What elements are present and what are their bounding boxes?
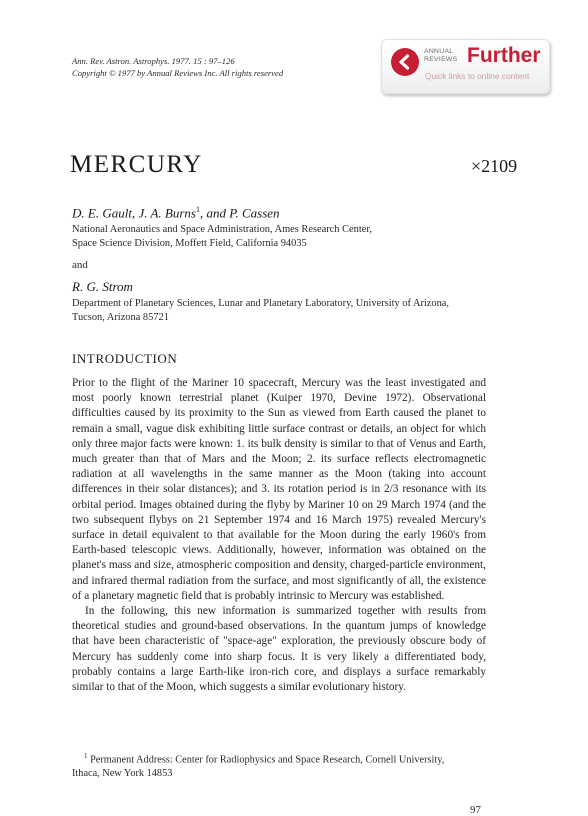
- footnote-line-2: Ithaca, New York 14853: [72, 768, 173, 780]
- article-code: ×2109: [471, 156, 518, 176]
- affiliation-2: [72, 297, 502, 325]
- section-heading: INTRODUCTION: [72, 351, 178, 366]
- page-number: 97: [470, 804, 481, 816]
- citation-line-1: Ann. Rev. Astron. Astrophys. 1977. 15 : 97–126: [72, 56, 235, 66]
- footnote-line-1: [72, 749, 486, 767]
- author-2: R. G. Strom: [72, 279, 133, 294]
- reviews-label: REVIEWS: [424, 55, 458, 63]
- footnote-marker: 1: [84, 752, 88, 760]
- further-word: Further: [467, 44, 541, 67]
- citation-line-2: Copyright © 1977 by Annual Reviews Inc. All rights reserved: [72, 68, 284, 78]
- and-text: and: [72, 259, 88, 271]
- body-text: [72, 376, 486, 695]
- further-subtitle: Quick links to online content: [425, 71, 530, 81]
- affiliation-2-line-1: Department of Planetary Sciences, Lunar and Planetary Laboratory, University of Arizona,: [72, 298, 450, 309]
- footnote-text-1: Permanent Address: Center for Radiophysics and Space Research, Cornell University,: [87, 754, 445, 766]
- affiliation-1: [72, 223, 502, 251]
- chevron-left-circle-icon: [391, 48, 419, 76]
- authors-part-2: , and P. Cassen: [199, 205, 280, 221]
- further-badge-button[interactable]: [381, 39, 550, 94]
- affiliation-2-line-2: Tucson, Arizona 85721: [72, 312, 169, 323]
- paragraph-2: In the following, this new information is summarized together with results from theoretical studies and ground-based observations. In the quantum jumps of knowledge that have been characteristic of "space-age" exploration, the previously obscure body of Mercury has suddenly come into sharp focus. It is very likely a differentiated body, probably contains a large Earth-like iron-rich core, and displays a surface remarkably similar to that of the Moon, which suggests a similar evolutionary history.: [72, 605, 486, 694]
- annual-label: ANNUAL: [424, 48, 454, 55]
- annual-reviews-label: [424, 48, 457, 63]
- affiliation-1-line-2: Space Science Division, Moffett Field, California 94035: [72, 238, 307, 249]
- article-title: MERCURY: [70, 151, 203, 178]
- journal-citation: [72, 55, 372, 79]
- paragraph-1: Prior to the flight of the Mariner 10 spacecraft, Mercury was the least investigated and most poorly known terrestrial planet (Kuiper 1970, Devine 1972). Observational difficulties caused by its proximity to the Sun as viewed from Earth caused the planet to remain a small, vague disk exhibiting little surface contrast or details, an object for which only three major facts were known: 1. its bulk density is similar to that of Venus and Earth, much greater than that of Mars and the Moon; 2. its surface reflects electromagnetic radiation at all wavelengths in the same manner as the Moon (taking into account differences in their solar distances); and 3. its rotation period is in 2/3 resonance with its orbital period. Images obtained during the flyby by Mariner 10 on 29 March 1974 (and the two subsequent flybys on 21 September 1974 and 16 March 1975) revealed Mercury's surface in detail equivalent to that available for the Moon during the early 1960's from Earth-based telescopic views. Additionally, however, information was obtained on the planet's mass and size, atmospheric composition and density, charged-particle environment, and infrared thermal radiation from the surface, and most significantly of all, the existence of a planetary magnetic field that is probably intrinsic to Mercury was established.: [72, 377, 486, 602]
- author-footnote-marker: 1: [195, 205, 200, 214]
- authors-part-1: D. E. Gault, J. A. Burns: [72, 205, 196, 221]
- author-list: [72, 205, 280, 221]
- footnote: [72, 749, 486, 781]
- affiliation-1-line-1: National Aeronautics and Space Administration, Ames Research Center,: [72, 224, 372, 235]
